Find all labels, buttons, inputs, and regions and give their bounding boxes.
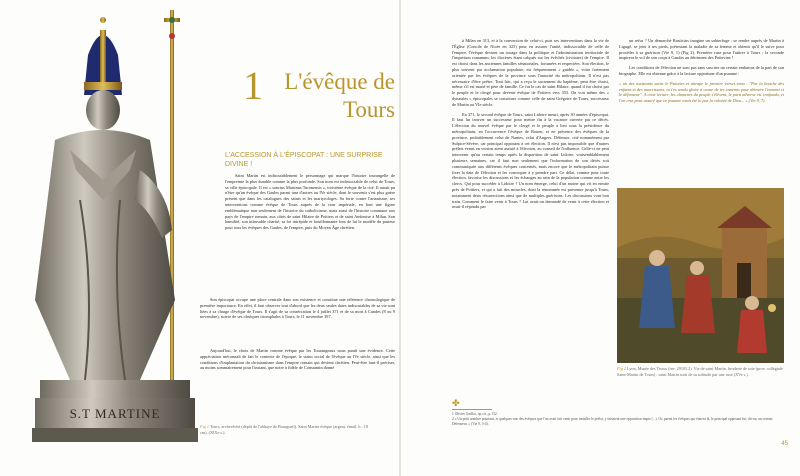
right-column-2 (619, 38, 784, 108)
paragraph: En 371, le second évêque de Tours, saint Lidoire meurt, après 30 années d'épiscopat. Il faut lui trouver un successeur pour mettre fin à la vacance ouverte par ce décès. L'élection du nouvel évêque par le clergé et le peuple a lieu sous la présidence du métropolitain, en l'occurrence l'évêque de Rouen, et en présence des évêques de la province, probablement celui de Nantes, celui d'Angers. Défensor, cité nommément par Sulpice-Sévère, car principal opposant à cet élection. Il n'est pas impossible que d'autres prélats venus en voisins aient assisté à l'élection, au conseil de l'influence. Celle-ci ne peut intervenir qu'au certain temps après la disparition de saint Lidoire, vraisemblablement plusieurs semaines, car il faut non seulement que l'information de son décès soit communiquée aux différents évêques concernés, mais encore que le métropolitain puisse fixer la date de l'élection et les convoquer à y prendre part. Ce délai, comme pour toute élection, favorise les discussions et les échanges au sein de la population comme entre les clercs. Qui pour succéder à Lidoire ? Un nom émerge, celui d'un moine qui vit en ermite près de Poitiers, et qui a fait des miracles, dont la renommée est parvenue jusqu'à Tours, notamment deux résurrections ainsi que de multiples guérisons. Les discussions vont bon train. Comment le faire venir à Tours ? Lui avait-on demandé de venir à cette élection et avait-il répondu par (452, 111, 609, 210)
fleur-ornament-icon: ✤ (452, 398, 460, 408)
left-page (0, 0, 399, 476)
figure-2-caption (617, 366, 784, 377)
figure-1-caption (200, 424, 370, 435)
left-body-text-1 (225, 173, 395, 235)
chapter-number: 1 (243, 63, 263, 108)
chapter-title: L'évêque de Tours (284, 69, 395, 122)
paragraph: Saint Martin est indiscutablement le personnage qui marque l'histoire tourangelle de l'empreinte la plus durable comme la plus profonde. Son nom est indissociable de celui de Tours, sa ville épiscopale. Il est « sanctus Martinus Turonensis », troisième évêque de la cité. Il aurait pu n'être qu'un évêque des Gaules parmi tant d'autres au IVe siècle, dont le souvenir s'est plus guère présent que dans les catalogues des saints et les martyrologes. Sa forte contre l'arianisme, ses interventions comme évêque de Tours auprès de la cour impériale, en font une figure emblématique non seulement de l'histoire du catholicisme, mais aussi de l'histoire commune aux pays de l'empire romain, aux côtés de saint Hilaire de Poitiers et de saint Ambroise à Milan. Son humilité, son inlassable charité, sa foi intrépide et bouillonnante font de lui le modèle du pasteur pour tous les évêques des Gaules, de l'empire, puis du Moyen Âge chrétien. (225, 173, 395, 231)
footnote: 1 Olivier Guillot, op.cit., p.132. (452, 412, 498, 416)
quotation: « un des assistants saisit le Psautier et attrape le premier verset venu : "Par la bouche des enfants et des nourrissons, tu t'es rendu gloire à cause de tes ennemis pour détruire l'ennemi et le défenseur". A cette lecture, les clameurs du peuple s'élèvent, le parti adverse est confondu, et l'on crut pour assuré que ce psaume avait été lu par la volonté de Dieu... » (Vie 9, 7). (619, 80, 784, 104)
paragraph: à Milan en 313, et à la conversion de celui-ci, puis ses interventions dans la vie de l'Église (Concile de Nicée en 325) pour en assurer l'unité, indissociable de celle de l'empire, l'évêque devient un rouage dans la politique et l'administration territoriale de l'imperium romanum, les diocèses étant calqués sur les évêchés (civitates) de l'empire. Il est choisi dans les anciennes familles sénatoriales, fortunées et respectées. Son élection, le plus souvent par acclamation populaire, est fréquemment « guidée », voire fortement orientée par les évêques de la province sous l'autorité du métropolitain. Il n'est pas nécessaire d'être prêtre. Tout laïc, qui a reçu le sacrement du baptême, peut être choisi, même s'il est marié et père de famille. Ce fut le cas de saint Hilaire, quand il fut choisi par le peuple et le clergé pour devenir évêque de Poitiers vers 353. On voit même des « dynasties » épiscopales se constituer comme celle de saint Grégoire de Tours, successeur de Martin au VIe siècle. (452, 38, 609, 107)
page-number: 45 (781, 441, 788, 447)
paragraph: Les conditions de l'élection ne sont pas sans susciter un certain embarras de la part de son biographe. Elle est obtenue grâce à la lecture opportune d'un psaume : (619, 65, 784, 76)
left-body-text-2 (200, 297, 395, 324)
right-column-1 (452, 38, 609, 214)
reliquary-statue-image (0, 0, 220, 476)
statue-inscription: S.T MARTINE (69, 406, 161, 421)
paragraph: Son épiscopat occupe une place centrale dans son existence et constitue une référence chronologique de première importance. En effet, il faut observer tout d'abord que les deux seules dates indiscutables de sa vie sont liées à sa charge d'évêque de Tours. Il s'agit de sa consécration le 4 juillet 371 et de sa mort à Candes (8 ou 9 novembre), suivie de ses obsèques triomphales à Tours, le 11 novembre 397. (200, 297, 395, 320)
embroidery-image (617, 188, 784, 363)
figure-label: Fig 2 (617, 366, 626, 371)
footnotes (452, 412, 782, 427)
section-heading: L'ACCESSION À L'ÉPISCOPAT : UNE SURPRISE DIVINE ! (225, 152, 383, 168)
paragraph: un refus ? Un démarché Rusticius imagine un subterfuge : se rendre auprès de Martin à Ligugé, se jeter à ses pieds, prétextant la maladie de sa femme et obtenir qu'il le suive pour procéder à sa guérison (Vie 9, 1) (Fig 2). Première ruse pour l'attirer à Tours ; la seconde inspirera le vol de son corps à Candes au détriment des Poitevins ! (619, 38, 784, 61)
footnote-rule (452, 409, 492, 410)
right-page (401, 0, 800, 476)
paragraph: Aujourd'hui, le choix de Martin comme évêque par les Tourangeaux nous paraît une évidence. Cette appréciation méconnaît de fait le contexte de l'époque, le statut social de l'évêque au IVe siècle, ainsi que les conditions d'implantation du christianisme dans l'empire romain qui devient chrétien. Peut-être faut-il préciser, au moins sommairement pour l'instant, que notre à fidèle de Constantin donné (200, 348, 395, 371)
caption-text: Lyon, Musée des Tissus (inv. 29103.2). Vie de saint Martin, broderie de soie (prov. collégiale Saint-Martin de Tours) : saint Martin sorti de sa solitude par une ruse (XVe s.). (617, 366, 783, 377)
left-body-text-3 (200, 348, 395, 375)
footnote: 2 « Un petit nombre pourtant, et quelques-uns des évêques que l'on avait fait venir pour installer le prélat, y faisaient une opposition impie (...). Or, parmi les évêques qui étaient là, le principal opposant fut, dit-on, un certain Défenseur. » (Vie 9, 3-4). (452, 417, 773, 426)
caption-text: Tours, archevêché (dépôt de l'abbaye de Bourgueil). Saint Martin évêque (argent, émail, h : 18 cm), (XIXe s.). (200, 424, 368, 435)
figure-label: Fig 1 (200, 424, 209, 429)
